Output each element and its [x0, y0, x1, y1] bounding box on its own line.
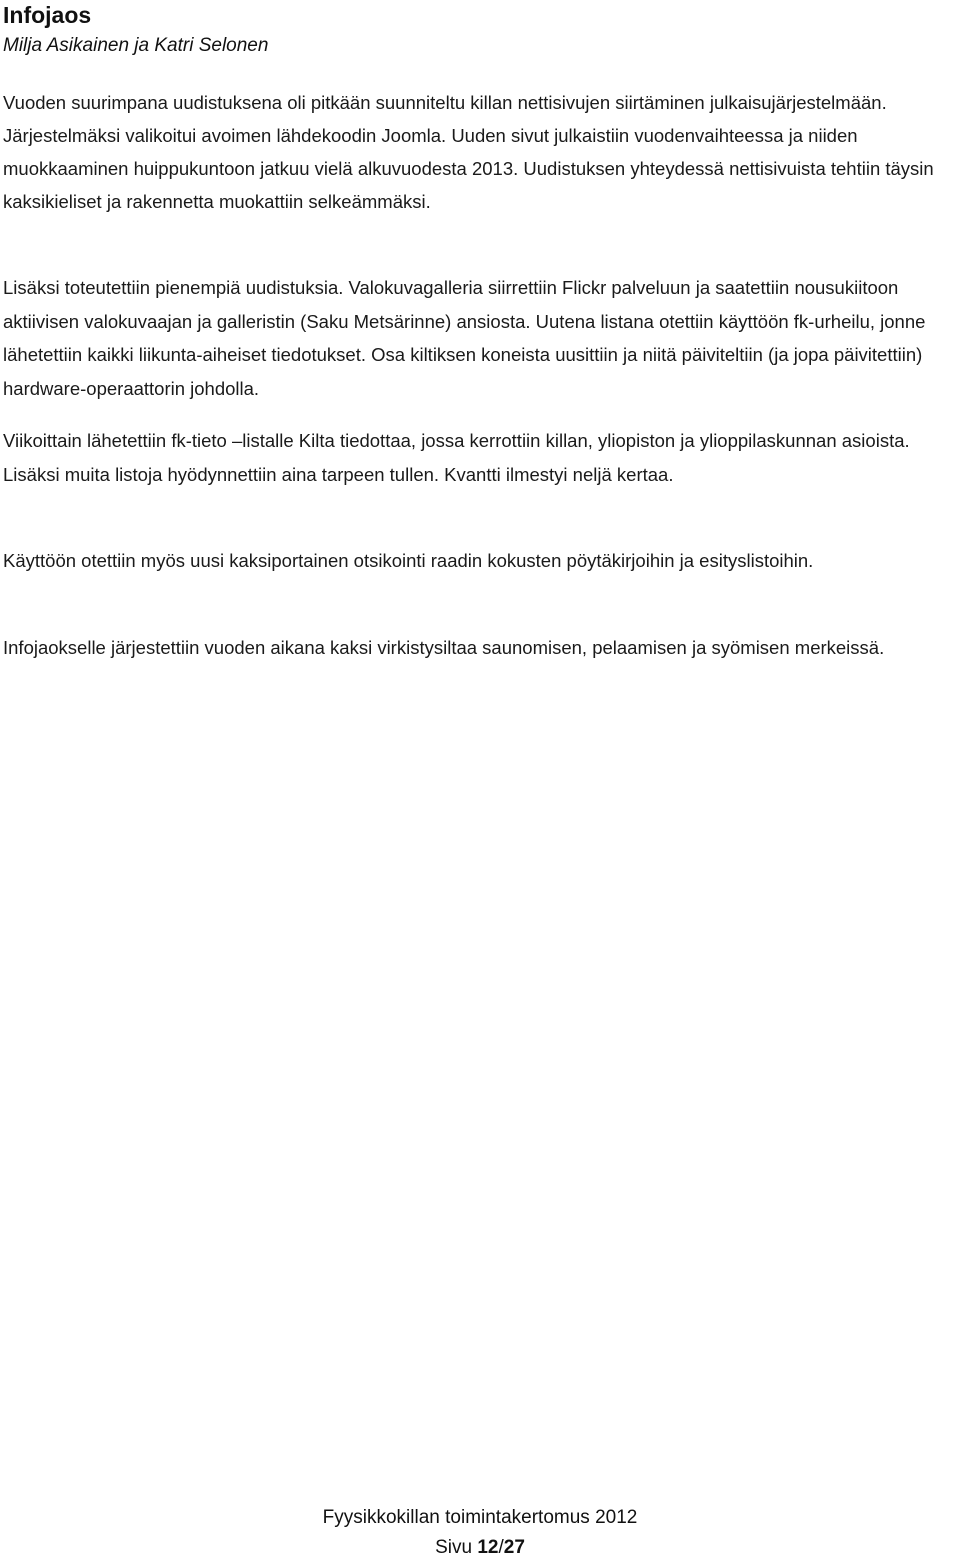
paragraph-minutes-headings: Käyttöön otettiin myös uusi kaksiportainen otsikointi raadin kokusten pöytäkirjoihin ja esityslistoihin. [3, 550, 814, 571]
footer-page-number [0, 1536, 960, 1560]
paragraph-mailing-lists: Viikoittain lähetettiin fk-tieto –listalle Kilta tiedottaa, jossa kerrottiin killan, yliopiston ja ylioppilaskunnan asioista. Lisäksi muita listoja hyödynnettiin aina tarpeen tullen. Kvantti ilmestyi neljä kertaa. [3, 430, 910, 485]
paragraph-website: Vuoden suurimpana uudistuksena oli pitkään suunniteltu killan nettisivujen siirtäminen julkaisujärjestelmään. Järjestelmäksi valikoitui avoimen lähdekoodin Joomla. Uuden sivut julkaistiin vuodenvaihteessa ja niiden muokkaaminen huippukuntoon jatkuu vielä alkuvuodesta 2013. Uudistuksen yhteydessä nettisivuista tehtiin täysin kaksikieliset ja rakennetta muokattiin selkeämmäksi. [3, 92, 934, 212]
page-label: Sivu [435, 1537, 473, 1558]
page-current: 12 [477, 1537, 499, 1558]
footer-report-title: Fyysikkokillan toimintakertomus 2012 [322, 1507, 638, 1528]
section-title: Infojaos [3, 2, 92, 28]
paragraph-improvements: Lisäksi toteutettiin pienempiä uudistuksia. Valokuvagalleria siirrettiin Flickr palveluun ja saatettiin nousukiitoon aktiivisen valokuvaajan ja galleristin (Saku Metsärinne) ansiosta. Uutena listana otettiin käyttöön fk-urheilu, jonne lähetettiin kaikki liikunta-aiheiset tiedotukset. Osa kiltiksen koneista uusittiin ja niitä päiviteltiin (ja jopa päivitettiin) hardware-operaattorin johdolla. [3, 277, 926, 399]
paragraph-recreation: Infojaokselle järjestettiin vuoden aikana kaksi virkistysiltaa saunomisen, pelaamisen ja syömisen merkeissä. [3, 637, 885, 658]
page-total: 27 [503, 1537, 525, 1558]
section-authors: Milja Asikainen ja Katri Selonen [3, 35, 269, 56]
page-separator: / [498, 1537, 504, 1558]
